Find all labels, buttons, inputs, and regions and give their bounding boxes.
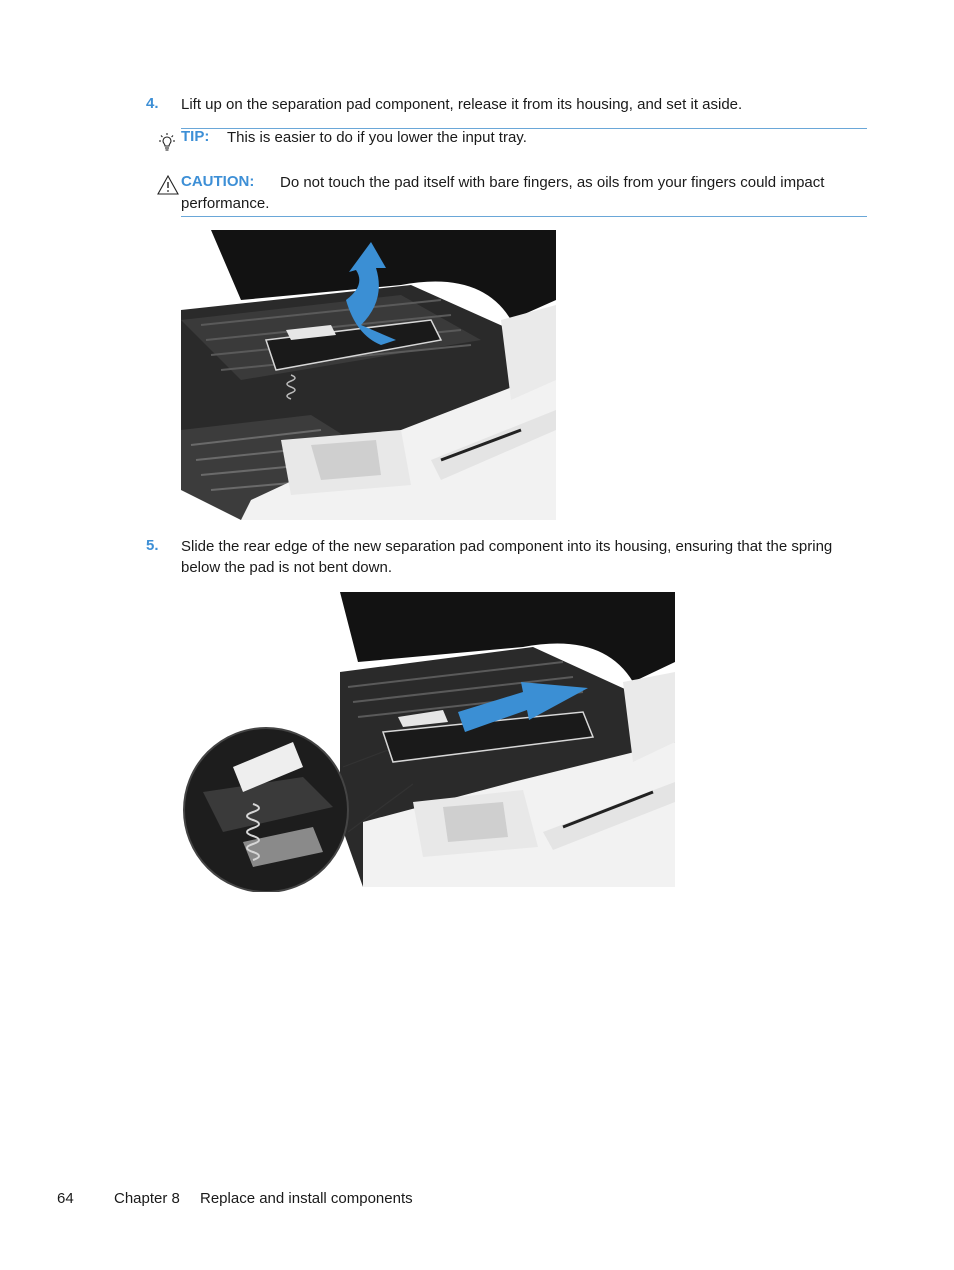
caution-bottom-rule	[181, 216, 867, 217]
caution-text-line1: Do not touch the pad itself with bare fingers, as oils from your fingers could impact	[280, 174, 825, 191]
step-4-text: Lift up on the separation pad component, release it from its housing, and set it aside.	[181, 96, 743, 113]
separation-pad-removal-photo	[181, 230, 556, 520]
caution-text-line2: performance.	[181, 195, 270, 212]
footer-chapter: Chapter 8	[114, 1190, 180, 1207]
step-5-text-line2: below the pad is not bent down.	[181, 559, 392, 576]
tip-text: This is easier to do if you lower the input tray.	[227, 129, 527, 146]
footer-chapter-title: Replace and install components	[200, 1190, 413, 1207]
caution-label: CAUTION:	[181, 173, 255, 190]
step-5-number: 5.	[146, 537, 159, 554]
step-5-text-line1: Slide the rear edge of the new separation pad component into its housing, ensuring that the spring	[181, 538, 833, 555]
warning-triangle-icon	[156, 174, 180, 196]
page-number: 64	[57, 1190, 74, 1207]
tip-label: TIP:	[181, 128, 210, 145]
lightbulb-icon	[155, 131, 179, 155]
separation-pad-installation-photo	[183, 592, 675, 892]
step-4-number: 4.	[146, 95, 159, 112]
